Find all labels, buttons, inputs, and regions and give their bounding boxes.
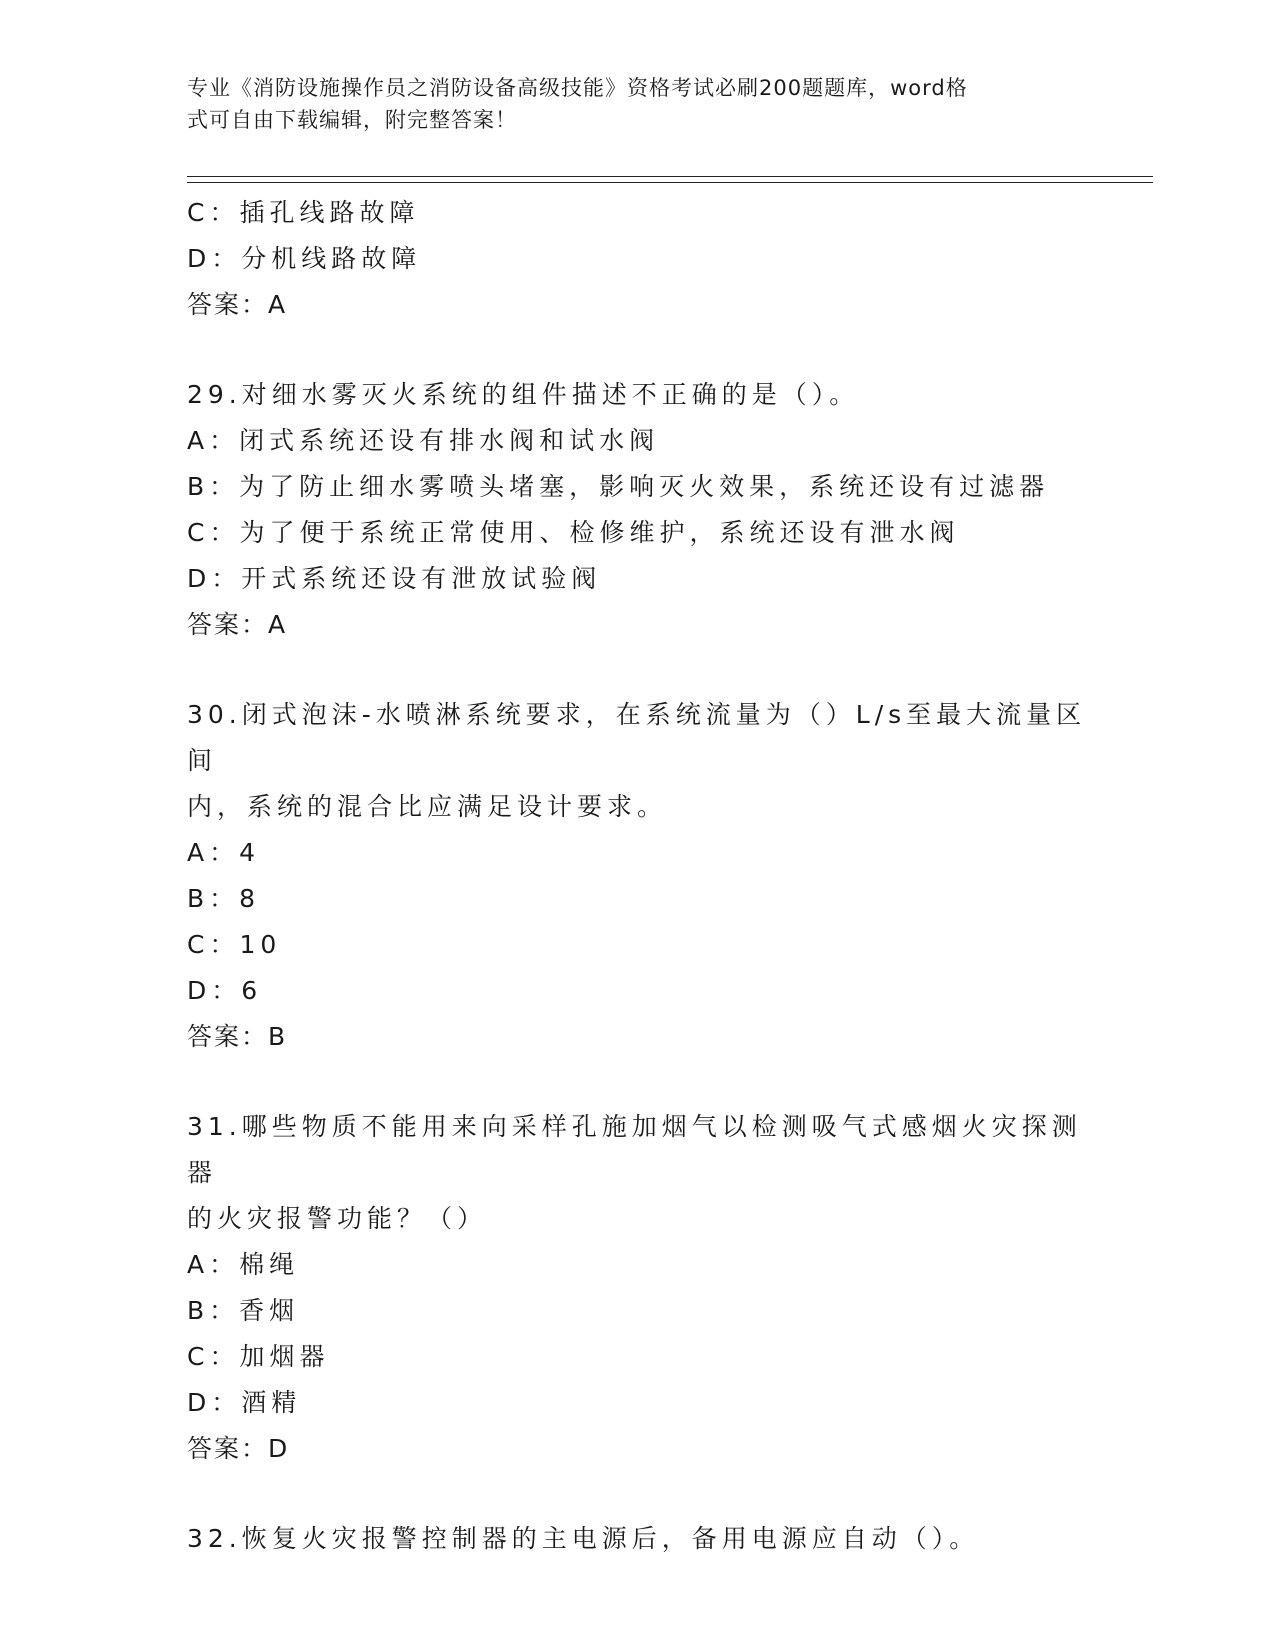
question-28-continued: [187, 190, 1087, 328]
option-b: B：8: [187, 884, 261, 913]
option-a: A：4: [187, 838, 261, 867]
document-header: [187, 72, 1087, 136]
option-c: C：插孔线路故障: [187, 198, 420, 227]
question-31: [187, 1104, 1087, 1472]
option-a: A：棉绳: [187, 1250, 300, 1279]
question-stem-line-1: 30.闭式泡沫-水喷淋系统要求，在系统流量为（）L/s至最大流量区间: [187, 700, 1087, 775]
question-30: [187, 692, 1087, 1060]
answer: 答案：D: [187, 1434, 290, 1463]
header-line-2: 式可自由下载编辑，附完整答案！: [187, 108, 517, 132]
option-c: C：为了便于系统正常使用、检修维护，系统还设有泄水阀: [187, 518, 960, 547]
option-c: C：10: [187, 930, 282, 959]
answer: 答案：A: [187, 610, 288, 639]
option-b: B：为了防止细水雾喷头堵塞，影响灭火效果，系统还设有过滤器: [187, 472, 1050, 501]
option-d: D：6: [187, 976, 263, 1005]
question-stem: 29.对细水雾灭火系统的组件描述不正确的是（）。: [187, 380, 860, 409]
question-stem-line-2: 内，系统的混合比应满足设计要求。: [187, 792, 668, 821]
option-d: D：酒精: [187, 1388, 302, 1417]
option-d: D：分机线路故障: [187, 244, 422, 273]
answer: 答案：B: [187, 1022, 288, 1051]
option-b: B：香烟: [187, 1296, 300, 1325]
question-29: [187, 372, 1087, 648]
option-a: A：闭式系统还设有排水阀和试水阀: [187, 426, 660, 455]
option-d: D：开式系统还设有泄放试验阀: [187, 564, 602, 593]
header-rule-top: [187, 176, 1153, 177]
question-stem: 32.恢复火灾报警控制器的主电源后，备用电源应自动（）。: [187, 1524, 980, 1553]
option-c: C：加烟器: [187, 1342, 330, 1371]
header-rule-bottom: [187, 182, 1153, 183]
question-stem-line-2: 的火灾报警功能？（）: [187, 1204, 488, 1233]
question-32: [187, 1516, 1087, 1562]
document-body: [187, 190, 1087, 1562]
question-stem-line-1: 31.哪些物质不能用来向采样孔施加烟气以检测吸气式感烟火灾探测器: [187, 1112, 1082, 1187]
header-line-1: 专业《消防设施操作员之消防设备高级技能》资格考试必刷200题题库，word格: [187, 76, 968, 100]
answer: 答案：A: [187, 290, 288, 319]
